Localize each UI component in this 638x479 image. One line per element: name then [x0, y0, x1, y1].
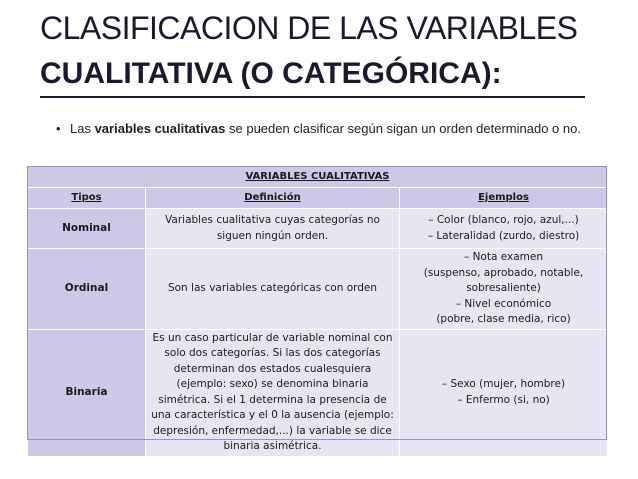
row-examples [400, 249, 608, 330]
row-definition: Es un caso particular de variable nominal con solo dos categorías. Si las dos categorías determinan dos estados cualesquiera (ejemplo: sexo) se denomina binaria simétrica. Si el 1 determina la presencia de una característica y el 0 la ausencia (ejemplo: depresión, enfermedad,...) la variable se dice binaria asimétrica. [146, 329, 400, 456]
bullet-suffix: se pueden clasificar según sigan un orden determinado o no. [225, 121, 581, 136]
row-type-binaria: Binaria [28, 329, 146, 456]
title-underline [40, 96, 585, 98]
example-line: – Color (blanco, rojo, azul,...) [428, 214, 579, 226]
bullet-text [70, 120, 616, 137]
row-type-nominal: Nominal [28, 209, 146, 249]
example-line: sobresaliente) [466, 282, 541, 294]
example-line: (pobre, clase media, rico) [436, 313, 571, 325]
row-definition: Variables cualitativa cuyas categorías no siguen ningún orden. [146, 209, 400, 249]
slide-title-line2: CUALITATIVA (O CATEGÓRICA): [40, 57, 502, 90]
bullet-paragraph [56, 120, 616, 137]
example-line: – Nivel económico [455, 297, 552, 310]
example-line: – Enfermo (si, no) [457, 393, 550, 406]
bullet-prefix: Las [70, 121, 95, 136]
row-definition: Son las variables categóricas con orden [146, 249, 400, 330]
row-examples [400, 209, 608, 249]
variables-table [27, 166, 608, 457]
bullet-bold-term: variables cualitativas [94, 121, 226, 136]
row-type-ordinal: Ordinal [28, 249, 146, 330]
header-ejemplos: Ejemplos [400, 188, 608, 209]
slide-title-line1: CLASIFICACION DE LAS VARIABLES [40, 10, 578, 46]
row-examples [400, 329, 608, 456]
example-line: – Lateralidad (zurdo, diestro) [427, 229, 580, 242]
table-row [28, 209, 608, 249]
example-line: – Sexo (mujer, hombre) [441, 378, 566, 390]
header-definicion: Definición [146, 188, 400, 209]
bullet-marker: • [56, 121, 61, 136]
example-line: – Nota examen [463, 251, 544, 263]
table-caption: VARIABLES CUALITATIVAS [28, 167, 608, 188]
header-tipos: Tipos [28, 188, 146, 209]
example-line: (suspenso, aprobado, notable, [423, 266, 584, 279]
table-row [28, 249, 608, 330]
table-row [28, 329, 608, 456]
